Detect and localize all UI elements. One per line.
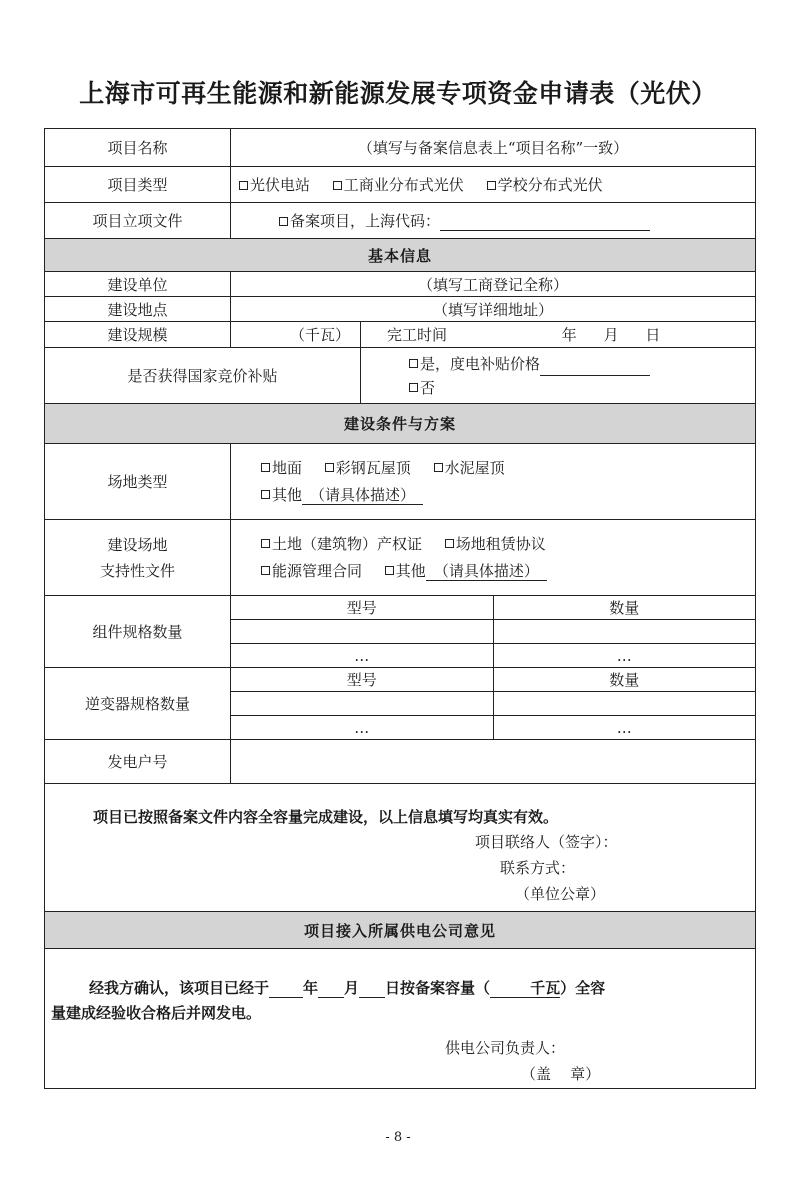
row-builder [45, 272, 756, 297]
account-field[interactable] [231, 740, 756, 784]
project-name-label: 项目名称 [45, 129, 231, 167]
checkbox-school-distributed[interactable]: 学校分布式光伏 [487, 176, 603, 194]
connect-year-field[interactable] [269, 981, 303, 998]
inverters-col-model: 型号 [231, 668, 493, 692]
location-field[interactable]: （填写详细地址） [231, 297, 756, 322]
location-label: 建设地点 [45, 297, 231, 322]
checkbox-docs-other[interactable]: 其他 [385, 562, 426, 580]
inverters-model-cell[interactable] [231, 692, 493, 716]
section-basic-info: 基本信息 [45, 239, 756, 272]
checkbox-icon [261, 566, 270, 575]
row-location [45, 297, 756, 322]
power-company-signer-field[interactable]: 供电公司负责人： [445, 1039, 566, 1057]
checkbox-ground[interactable]: 地面 [261, 459, 302, 477]
inverters-label: 逆变器规格数量 [45, 668, 231, 740]
checkbox-steel-roof[interactable]: 彩钢瓦屋顶 [325, 459, 411, 477]
builder-label: 建设单位 [45, 272, 231, 297]
checkbox-icon [261, 539, 270, 548]
row-project-name [45, 129, 756, 167]
row-approval-doc [45, 203, 756, 239]
checkbox-icon [261, 490, 270, 499]
builder-field[interactable]: （填写工商登记全称） [231, 272, 756, 297]
checkbox-icon [409, 359, 418, 368]
modules-label: 组件规格数量 [45, 596, 231, 668]
checkbox-icon [445, 539, 454, 548]
checkbox-icon [325, 463, 334, 472]
modules-model-cell[interactable] [231, 620, 493, 644]
checkbox-pv-station[interactable]: 光伏电站 [239, 176, 310, 194]
row-site-type [45, 444, 756, 520]
shanghai-code-field[interactable] [440, 214, 650, 231]
checkbox-icon [409, 383, 418, 392]
section-grid-opinion: 项目接入所属供电公司意见 [45, 912, 756, 949]
grid-opinion-text: 经我方确认，该项目已经于 年 月 日按备案容量（ 千瓦）全容 [89, 979, 606, 997]
subsidy-label: 是否获得国家竞价补贴 [45, 348, 361, 404]
approval-doc-label: 项目立项文件 [45, 203, 231, 239]
contact-method-field[interactable]: 联系方式： [500, 859, 576, 877]
connect-day-field[interactable] [359, 981, 385, 998]
declaration-statement: 项目已按照备案文件内容全容量完成建设，以上信息填写均真实有效。 [93, 808, 559, 826]
checkbox-icon [385, 566, 394, 575]
page-number: - 8 - [385, 1130, 411, 1145]
inverters-qty-ellipsis[interactable]: … [616, 718, 632, 737]
modules-qty-ellipsis[interactable]: … [616, 646, 632, 665]
modules-model-ellipsis[interactable]: … [231, 644, 493, 668]
inverters-qty-cell[interactable] [493, 692, 755, 716]
completion-date-field[interactable]: 完工时间 年 月 日 [361, 322, 756, 348]
row-inverters [45, 668, 756, 740]
checkbox-icon [333, 181, 342, 190]
checkbox-icon [279, 217, 288, 226]
site-docs-label-line2: 支持性文件 [99, 561, 175, 580]
modules-qty-cell[interactable] [493, 620, 755, 644]
checkbox-subsidy-no[interactable]: 否 [409, 379, 435, 397]
project-name-field[interactable]: （填写与备案信息表上“项目名称”一致） [231, 129, 756, 167]
checkbox-icon [239, 181, 248, 190]
scale-label: 建设规模 [45, 322, 231, 348]
site-docs-label-line1: 建设场地 [107, 535, 168, 554]
checkbox-subsidy-yes[interactable]: 是，度电补贴价格 [409, 355, 540, 373]
checkbox-icon [434, 463, 443, 472]
checkbox-site-other[interactable]: 其他 [261, 486, 302, 504]
connect-month-field[interactable] [318, 981, 344, 998]
inverters-subtable [231, 668, 755, 739]
inverters-col-qty: 数量 [493, 668, 755, 692]
checkbox-concrete-roof[interactable]: 水泥屋顶 [434, 459, 505, 477]
checkbox-commercial-distributed[interactable]: 工商业分布式光伏 [333, 176, 464, 194]
project-type-label: 项目类型 [45, 167, 231, 203]
site-type-label: 场地类型 [45, 444, 231, 520]
company-seal: （盖 章） [521, 1065, 601, 1083]
row-declaration [45, 784, 756, 912]
modules-col-qty: 数量 [493, 596, 755, 620]
docs-other-field[interactable]: （请具体描述） [426, 562, 547, 581]
row-grid-opinion [45, 949, 756, 1089]
row-subsidy [45, 348, 756, 404]
checkbox-energy-contract[interactable]: 能源管理合同 [261, 562, 362, 580]
contact-signature-field[interactable]: 项目联络人（签字）： [475, 833, 618, 851]
modules-subtable [231, 596, 755, 667]
scale-field[interactable]: （千瓦） [231, 322, 361, 348]
row-project-type [45, 167, 756, 203]
capacity-field[interactable]: 千瓦 [490, 979, 560, 998]
application-form [44, 128, 756, 1089]
unit-seal: （单位公章） [515, 885, 606, 903]
row-modules [45, 596, 756, 668]
grid-opinion-text-cont: 量建成经验收合格后并网发电。 [51, 1004, 262, 1022]
account-label: 发电户号 [45, 740, 231, 784]
row-scale [45, 322, 756, 348]
subsidy-price-field[interactable] [540, 359, 650, 376]
section-conditions: 建设条件与方案 [45, 404, 756, 444]
checkbox-filing-project[interactable]: 备案项目，上海代码： [279, 212, 440, 230]
inverters-model-ellipsis[interactable]: … [231, 716, 493, 740]
completion-label: 完工时间 [387, 326, 448, 344]
form-title: 上海市可再生能源和新能源发展专项资金申请表（光伏） [79, 79, 717, 108]
checkbox-lease-agreement[interactable]: 场地租赁协议 [445, 535, 546, 553]
checkbox-icon [487, 181, 496, 190]
modules-col-model: 型号 [231, 596, 493, 620]
site-other-field[interactable]: （请具体描述） [302, 486, 423, 505]
checkbox-property-cert[interactable]: 土地（建筑物）产权证 [261, 535, 422, 553]
row-account [45, 740, 756, 784]
checkbox-icon [261, 463, 270, 472]
row-site-docs [45, 520, 756, 596]
